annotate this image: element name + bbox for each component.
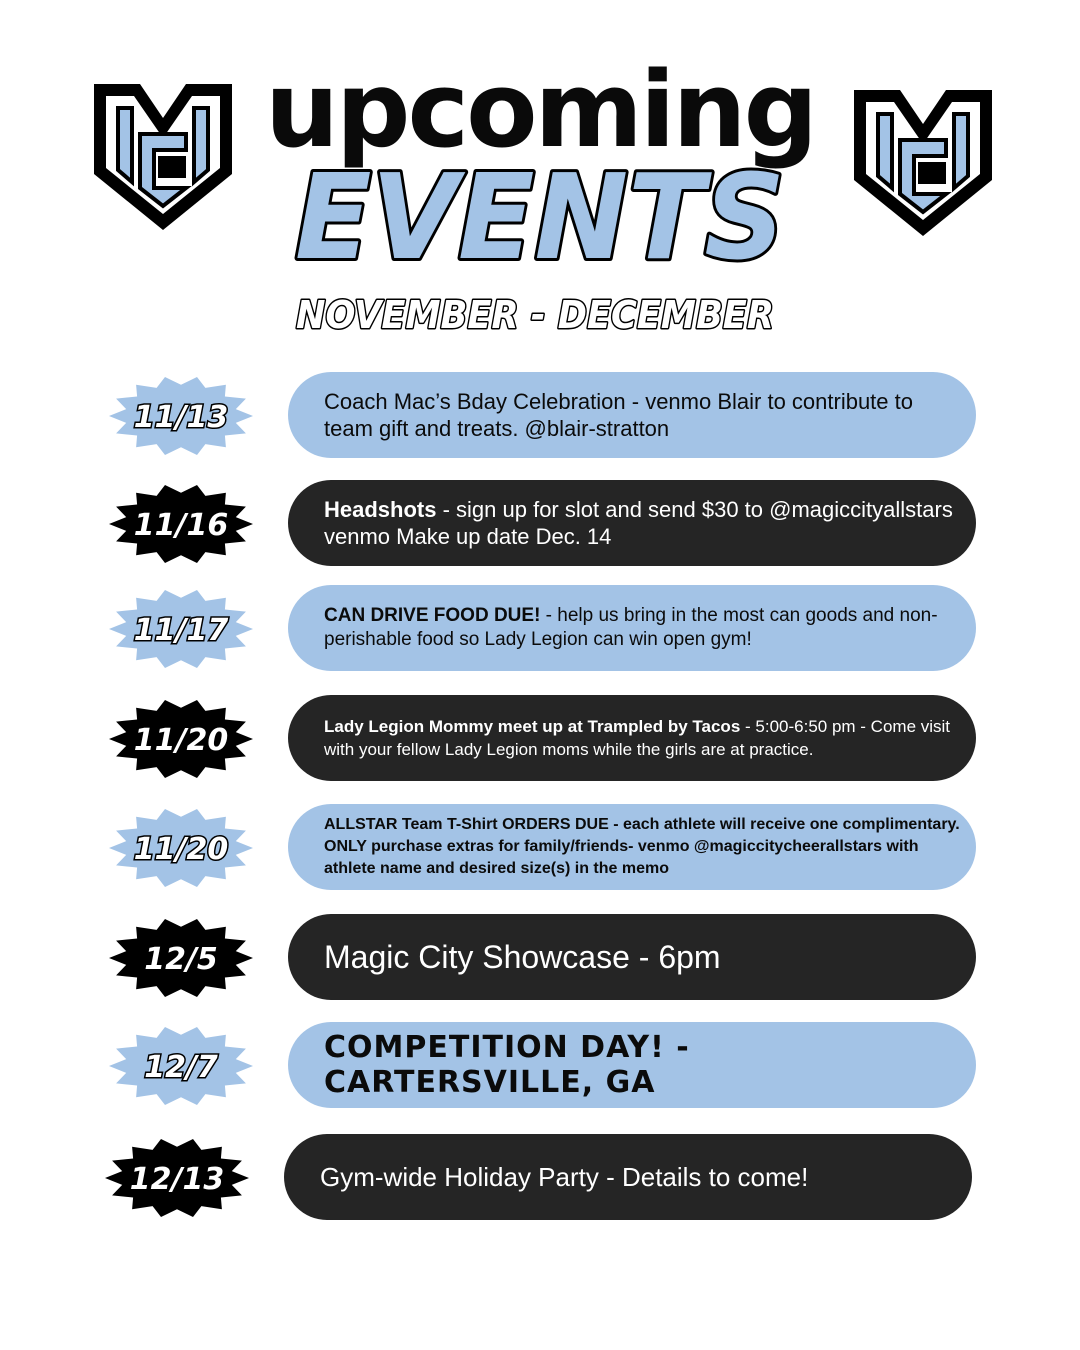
event-pill [288,372,976,458]
event-row [0,1134,1080,1222]
event-text: COMPETITION DAY! - CARTERSVILLE, GA [324,1030,690,1100]
starburst-badge-icon [106,587,256,671]
event-date: 11/20 [133,832,229,867]
event-date: 12/7 [144,1050,218,1085]
event-row [0,804,1080,892]
event-pill [288,695,976,781]
starburst-badge-icon [106,482,256,566]
title-upcoming: upcoming [264,49,816,171]
event-date: 12/13 [129,1162,225,1197]
event-date: 12/5 [144,942,218,977]
event-text: Magic City Showcase - 6pm [324,939,721,975]
event-date: 11/17 [133,613,229,648]
starburst-badge-icon [106,1024,256,1108]
title-events [290,150,790,280]
event-pill [284,1134,972,1220]
title-range-text: NOVEMBER - DECEMBER [296,293,774,337]
event-pill [288,914,976,1000]
event-row [0,914,1080,1002]
title-events-text: EVENTS [295,150,785,280]
event-text: Gym-wide Holiday Party - Details to come! [320,1162,809,1192]
starburst-badge-icon [106,916,256,1000]
event-pill [288,1022,976,1108]
event-row [0,585,1080,673]
starburst-badge-icon [106,697,256,781]
event-text: CAN DRIVE FOOD DUE! - help us bring in the most can goods and non-perishable food so Lady Legion can win open gym! [324,605,938,650]
event-text: Lady Legion Mommy meet up at Trampled by Tacos - 5:00-6:50 pm - Come visit with your fellow Lady Legion moms while the girls are at practice. [324,717,951,759]
event-date: 11/16 [133,508,229,543]
starburst-badge-icon [106,806,256,890]
event-row [0,695,1080,783]
title-range [290,288,780,338]
event-date: 11/20 [133,723,229,758]
starburst-badge-icon [106,374,256,458]
event-text: ALLSTAR Team T-Shirt ORDERS DUE - each athlete will receive one complimentary. ONLY purchase extras for family/friends- venmo @magiccitycheerallstars with athlete name and desired size(s) in the memo [324,816,960,877]
event-pill [288,804,976,890]
event-row [0,480,1080,568]
starburst-badge-icon [102,1136,252,1220]
event-row [0,1022,1080,1110]
event-text: Headshots - sign up for slot and send $30 to @magiccityallstars venmo Make up date Dec. 14 [324,497,953,549]
event-row [0,372,1080,460]
event-pill [288,480,976,566]
event-date: 11/13 [133,400,229,435]
event-pill [288,585,976,671]
event-text: Coach Mac’s Bday Celebration - venmo Blair to contribute to team gift and treats. @blair-stratton [324,389,913,441]
